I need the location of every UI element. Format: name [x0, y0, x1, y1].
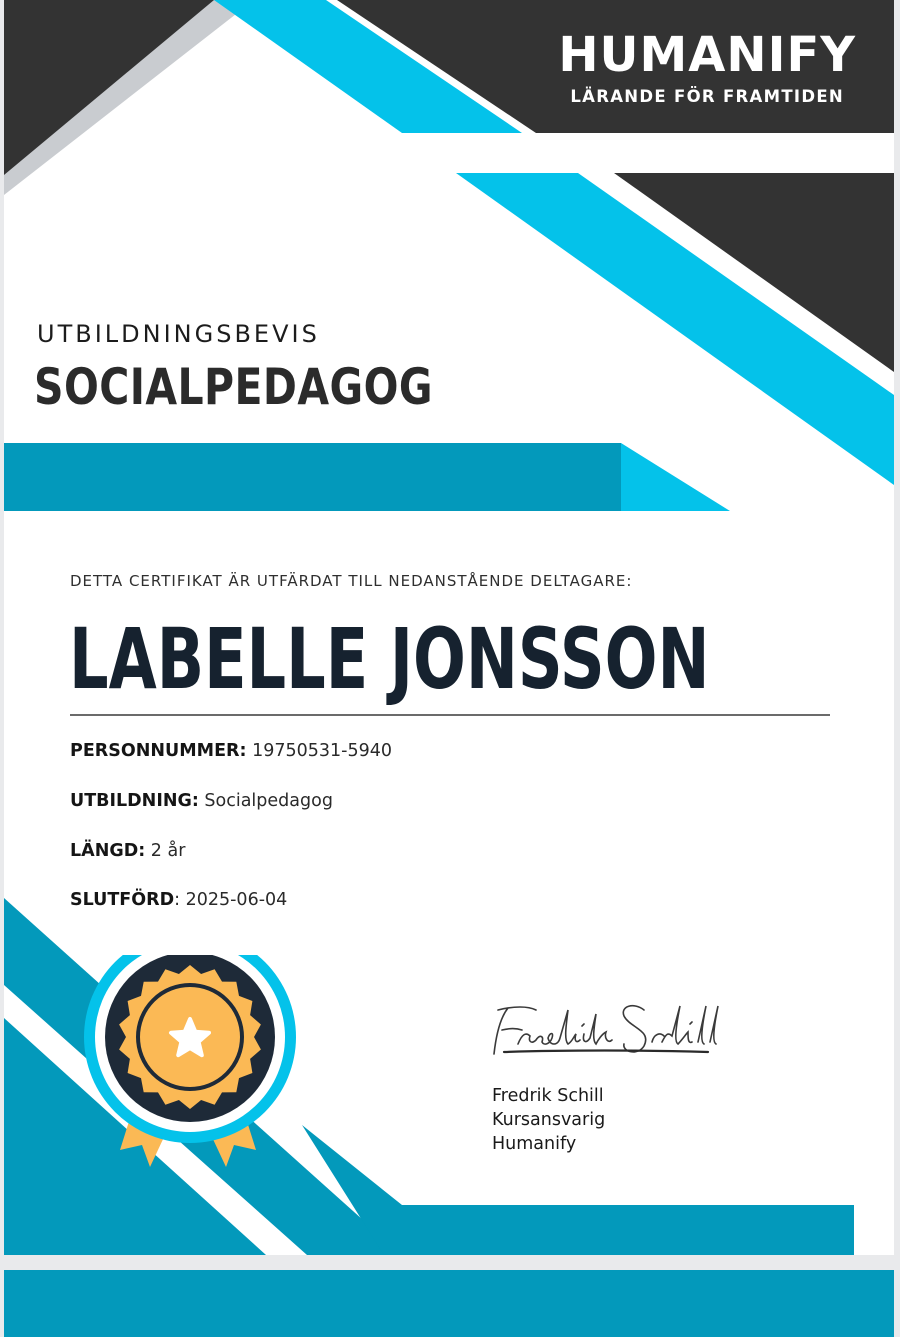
certificate-page — [4, 0, 894, 1255]
document-type: UTBILDNINGSBEVIS — [37, 320, 320, 348]
detail-value: 19750531-5940 — [246, 741, 392, 761]
detail-label: LÄNGD: — [70, 841, 146, 861]
next-page-band — [4, 1270, 894, 1337]
detail-value: Socialpedagog — [198, 791, 333, 811]
title-band — [4, 443, 621, 511]
recipient-name: LABELLE JONSSON — [69, 610, 710, 708]
detail-label: PERSONNUMMER: — [70, 741, 247, 761]
detail-utbildning — [70, 791, 333, 811]
charcoal-corner — [4, 0, 214, 175]
award-seal — [84, 955, 304, 1185]
title-band-tip — [621, 443, 730, 511]
detail-langd — [70, 841, 185, 861]
detail-label: SLUTFÖRD — [70, 890, 175, 910]
detail-value: 2 år — [145, 841, 186, 861]
next-page-peek — [4, 1270, 894, 1337]
brand-name: HUMANIFY — [558, 27, 856, 83]
name-underline — [70, 714, 830, 716]
brand-tagline: LÄRANDE FÖR FRAMTIDEN — [570, 87, 845, 106]
issued-to-text: DETTA CERTIFIKAT ÄR UTFÄRDAT TILL NEDANSTÅENDE DELTAGARE: — [70, 572, 633, 590]
detail-value: : 2025-06-04 — [174, 890, 288, 910]
handwritten-signature — [484, 996, 724, 1066]
signer-block — [492, 1084, 605, 1156]
signer-name: Fredrik Schill — [492, 1086, 604, 1106]
detail-personnummer — [70, 741, 392, 761]
program-title: SOCIALPEDAGOG — [34, 358, 433, 416]
signer-role: Kursansvarig — [492, 1110, 606, 1130]
brand-block — [558, 26, 856, 108]
detail-slutford — [70, 890, 287, 910]
signer-organization: Humanify — [492, 1134, 577, 1154]
detail-label: UTBILDNING: — [70, 791, 199, 811]
